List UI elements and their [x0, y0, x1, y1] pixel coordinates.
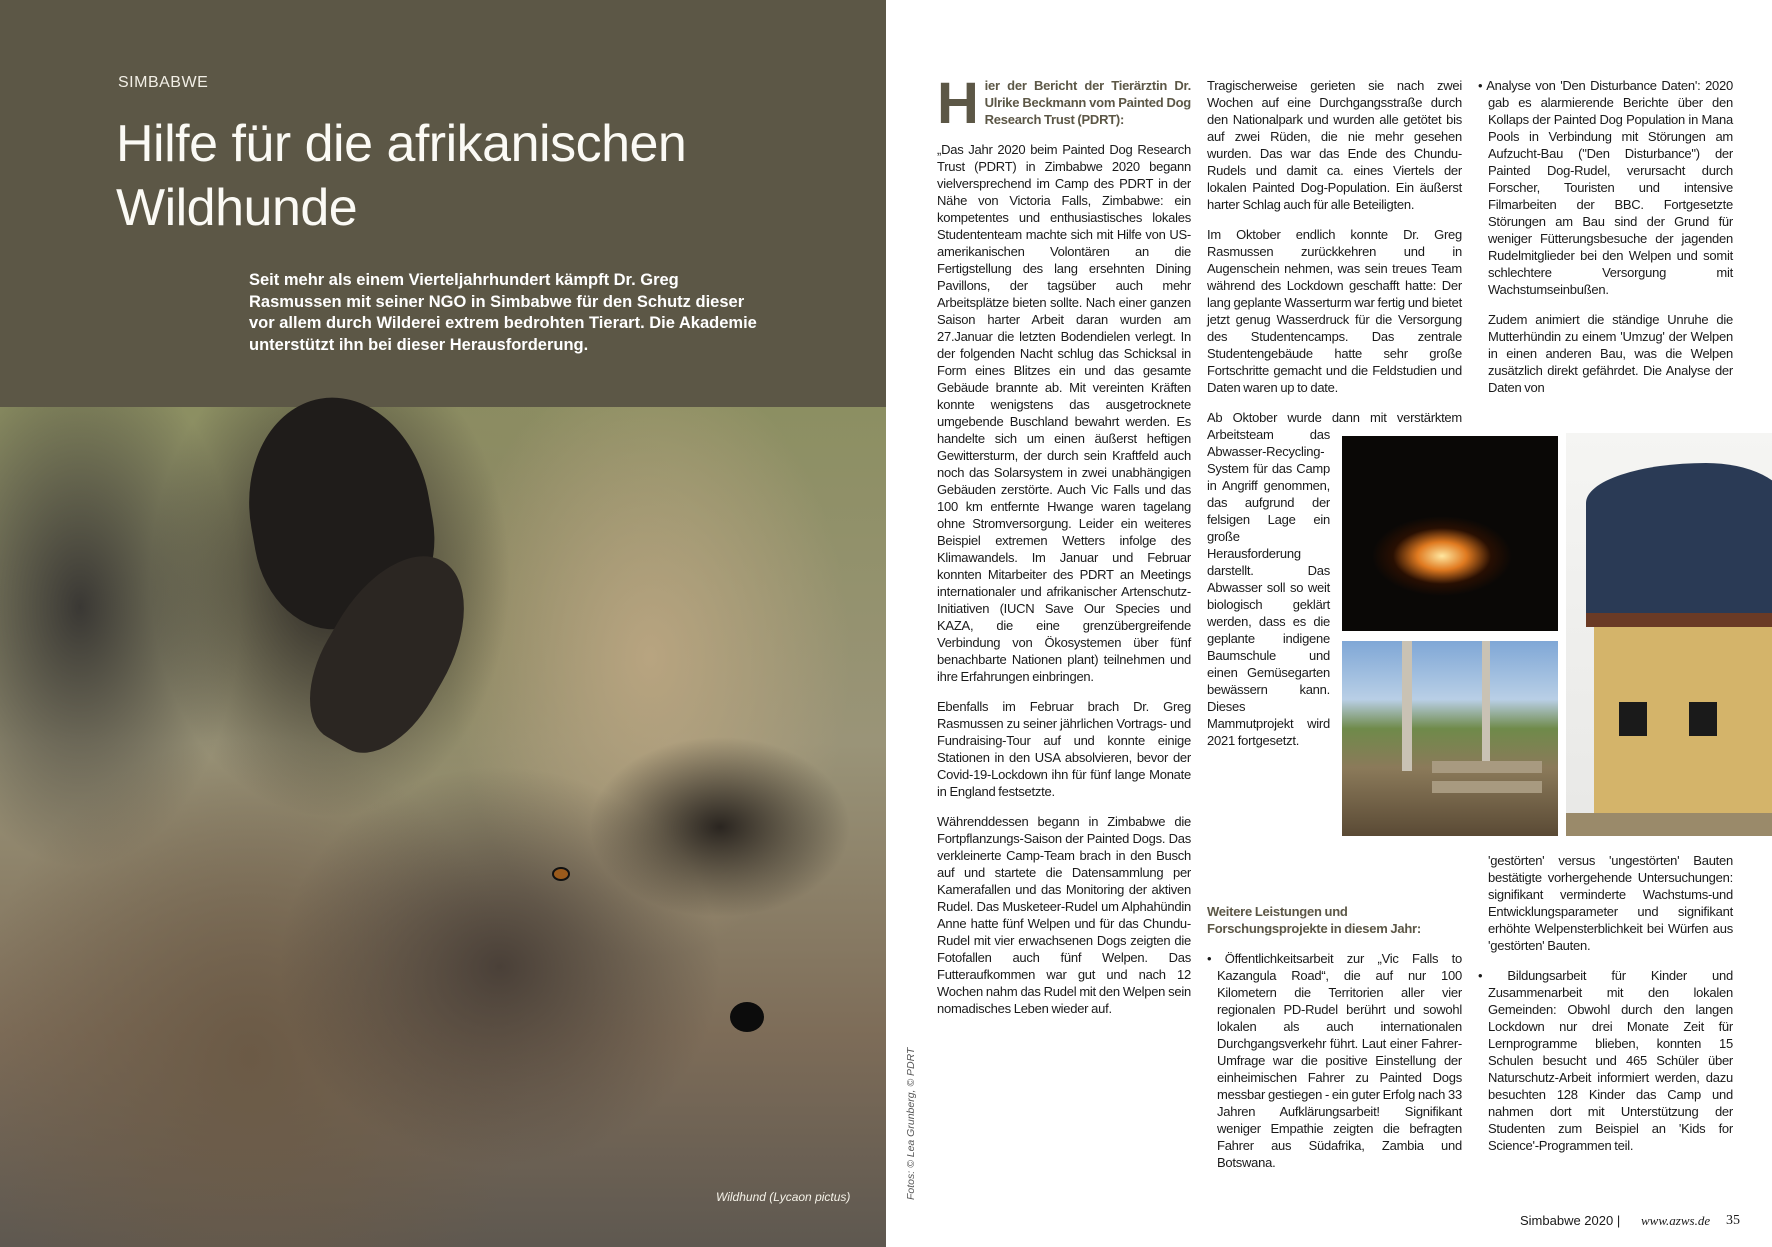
paragraph: „Das Jahr 2020 beim Painted Dog Research Trust (PDRT) in Zimbabwe 2020 begann vielversprechend im Camp des PDRT in der Nähe von Victoria Falls, Zimbabwe: ein kompetentes und enthusiastisches lokales Studententeam machte sich mit Hilfe von US-amerikanischen Volontären an die Fertigstellung des lang ersehnten Dining Pavillons, der tagsüber auch mehr Arbeitsplätze bieten sollte. Nach einer ganzen Saison harter Arbeit daran wurden am 27.Januar die letzten Bodendielen verlegt. In der folgenden Nacht schlug das Schicksal in Form eines Blitzes ein und das gesamte Gebäude brannte ab. Mit vereinten Kräften konnte wenigstens das ausgetrocknete umgebende Buschland bewahrt werden. Es handelte sich um einen äußerst heftigen Gewittersturm, der durch sein Kraftfeld auch noch das Solarsystem in zwei unabhängigen Gebäuden zerstörte. Auch Vic Falls und das 100 km entfernte Hwange waren tagelang ohne Stromversorgung. Leider ein weiteres Beispiel extremen Wetters infolge des Klimawandels. Im Januar und Februar konnten Mitarbeiter des PDRT an Meetings internationaler und afrikanischer Artenschutz-Initiativen (IUCN Save Our Species und KAZA, die eine grenzübergreifende Verbindung von Ökosystemen über fünf benachbarte Nationen plant) teilnehmen und ihre Erfahrungen einbringen. [937, 142, 1191, 684]
headline-line-1: Hilfe für die afrikanischen [116, 115, 687, 173]
article-column-3-top [1478, 77, 1733, 409]
paragraph: Ab Oktober wurde dann mit verstärktem Arbeitsteam das Abwasser-Recycling-System für das Camp in Angriff genommen, das aufgrund der felsigen Lage ein große Herausforderung darstellt. Das Abwasser soll so weit biologisch geklärt werden, dass es die geplante indigene Baumschule und einen Gemüsegarten bewässern kann. Dieses Mammutprojekt wird 2021 fortgesetzt. [1207, 410, 1462, 748]
water-tank [1586, 463, 1772, 623]
construction-photo [1342, 641, 1558, 836]
paragraph: Tragischerweise gerieten sie nach zwei Wochen auf eine Durchgangsstraße durch den Nationalpark und wurden alle getötet bis auf zwei Rüden, die nie mehr gesehen wurden. Das war das Ende des Chundu-Rudels und damit ca. eines Viertels der lokalen Painted Dog-Population. Ein äußerst harter Schlag auch für alle Beteiligten. [1207, 78, 1462, 212]
bullet-item: • Bildungsarbeit für Kinder und Zusammenarbeit mit den lokalen Gemeinden: Obwohl durch den langen Lockdown nur drei Monate Zeit für Lernprogramme blieben, konnten 15 Schulen besucht und 465 Schüler über Naturschutz-Arbeit informiert werden, dazu besuchten 128 Kinder das Camp und nahmen dort mit Unterstützung der Studenten zum Beispiel an 'Kids for Science'-Programmen teil. [1478, 968, 1733, 1153]
bullet-item: • Öffentlichkeitsarbeit zur „Vic Falls to Kazangula Road“, die auf nur 100 Kilometern die Territorien aller vier regionalen PD-Rudel berührt und sowohl lokalen als auch internationalen Durchgangsverkehr führt. Laut einer Fahrer-Umfrage war die positive Einstellung der einheimischen Fahrer zu Painted Dogs messbar gestiegen - ein guter Erfolg nach 33 Jahren Aufklärungsarbeit! Signifikant weniger Empathie zeigten die befragten Fahrer aus Südafrika, Zambia und Botswana. [1207, 951, 1462, 1170]
ground [1566, 813, 1772, 836]
paragraph: Zudem animiert die ständige Unruhe die Mutterhündin zu einem 'Umzug' der Welpen in einen anderen Bau, was die Welpen zusätzlich direkt gefährdet. Die Analyse der Daten von [1488, 312, 1733, 395]
bullet-item: • Analyse von 'Den Disturbance Daten': 2020 gab es alarmierende Berichte über den Kollaps der Painted Dog Population in Mana Pools in Verbindung mit Störungen am Aufzucht-Bau ("Den Disturbance") der Painted Dog-Rudel, verursacht durch Forscher, Touristen und intensive Filmarbeiten der BBC. Fortgesetzte Störungen am Bau sind der Grund für weniger Fütterungsbesuche der jagenden Rudelmitglieder bei den Welpen und somit schlechtere Versorgung mit Wachstumseinbußen. [1478, 78, 1733, 297]
footer-url[interactable]: www.azws.de [1641, 1213, 1711, 1228]
paragraph: 'gestörten' versus 'ungestörten' Bauten bestätigte vorhergehende Untersuchungen: signifikant verminderte Wachstums-und Entwicklungsparameter und signifikant erhöhte Welpensterblichkeit bei Würfen aus 'gestörten' Bauten. [1488, 853, 1733, 953]
fire-photo [1342, 436, 1558, 631]
photo-caption: Wildhund (Lycaon pictus) [716, 1190, 851, 1204]
headline-line-2: Wildhunde [116, 179, 358, 237]
window [1619, 702, 1647, 736]
headline [116, 112, 686, 240]
paragraph: Im Oktober endlich konnte Dr. Greg Rasmussen zurückkehren und in Augenschein nehmen, was sein treues Team während des Lockdown geschafft hatte: Der lang geplante Wasserturm war fertig und bietet jetzt genug Wasserdruck für die Versorgung des Studentencamps. Das zentrale Studentengebäude hatte sehr große Fortschritte gemacht und die Feldstudien und Daten waren up to date. [1207, 227, 1462, 395]
window [1689, 702, 1717, 736]
lead-text: ier der Bericht der Tierärztin Dr. Ulrike Beckmann vom Painted Dog Research Trust (PDRT): [984, 78, 1191, 127]
standfirst: Seit mehr als einem Vierteljahrhundert kämpft Dr. Greg Rasmussen mit seiner NGO in Simbabwe für den Schutz dieser vor allem durch Wilderei extrem bedrohten Tierart. Die Akademie unterstützt ihn bei dieser Herausforderung. [249, 271, 757, 354]
page-number: 35 [1726, 1213, 1740, 1228]
article-column-3-bottom [1478, 852, 1733, 1167]
article-lead [937, 71, 1191, 136]
tank-rim [1586, 613, 1772, 627]
section-kicker: SIMBABWE [118, 74, 209, 91]
paragraph: Ebenfalls im Februar brach Dr. Greg Rasmussen zu seiner jährlichen Vortrags- und Fundraising-Tour auf und konnte einige Stationen in den USA absolvieren, bevor der Covid-19-Lockdown ihn für fünf lange Monate in England festsetzte. [937, 699, 1191, 799]
water-tower-photo [1566, 433, 1772, 836]
paragraph: Währenddessen begann in Zimbabwe die Fortpflanzungs-Saison der Painted Dogs. Das verkleinerte Camp-Team brach in den Busch auf und startete die Datensammlung per Kamerafallen und das Monitoring der aktiven Rudel. Das Musketeer-Rudel um Alphahündin Anne hatte fünf Welpen und für das Chundu-Rudel mit vier erwachsenen Dogs zeigten die Fotofallen auch fünf Welpen. Das Futteraufkommen war gut und nach 12 Wochen nahm das Rudel mit den Welpen sein nomadisches Leben wieder auf. [937, 814, 1191, 1016]
title-band [0, 0, 886, 407]
dog-eye [552, 867, 570, 881]
article-column-1 [937, 71, 1191, 1030]
subheading: Weitere Leistungen und Forschungsprojekte in diesem Jahr: [1207, 904, 1421, 936]
tower-base [1594, 627, 1772, 827]
footer-section: Simbabwe 2020 | [1520, 1213, 1621, 1228]
photo-credit: Fotos: © Lea Grunberg, © PDRT [905, 1047, 917, 1200]
wild-dog-photo [0, 407, 886, 1247]
dog-nose [730, 1002, 764, 1032]
drop-cap: H [937, 71, 979, 136]
